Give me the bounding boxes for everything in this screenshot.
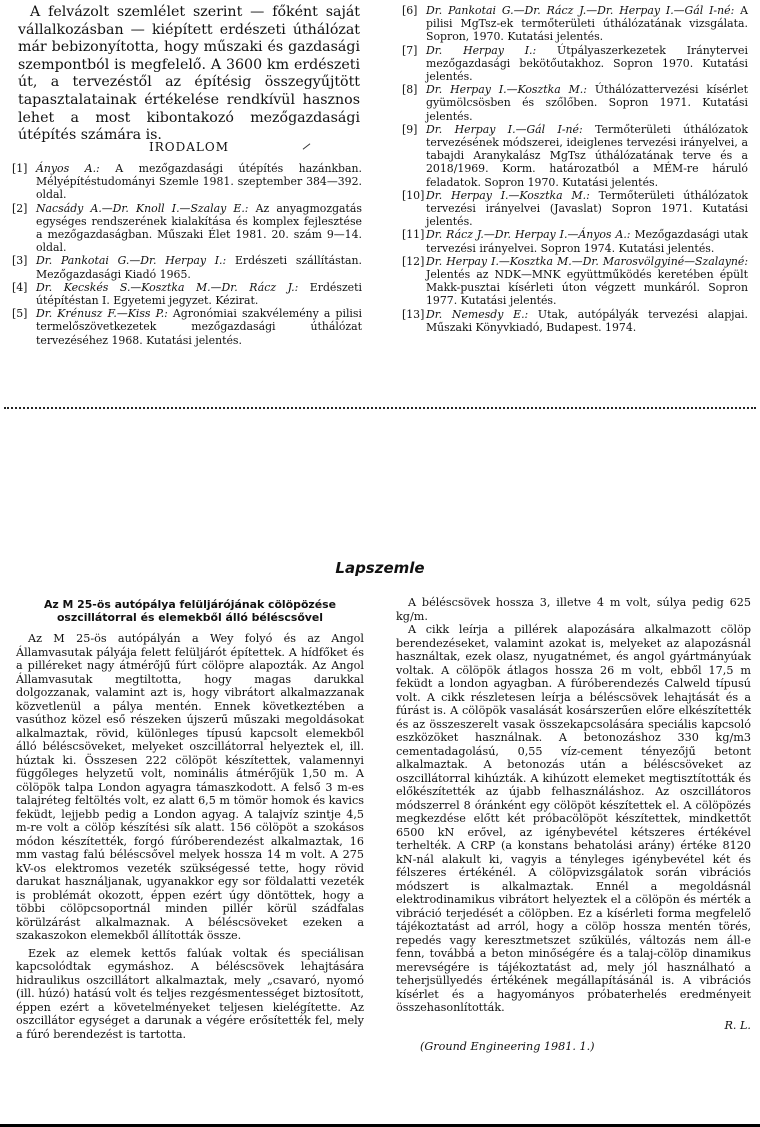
reference-item: [402, 255, 748, 308]
reference-text: Erdészeti szállítástan. Mezőgazdasági Kiadó 1965.: [36, 254, 362, 281]
reference-authors: Ányos A.:: [36, 162, 100, 175]
reference-number: [8]: [402, 83, 418, 97]
reference-text: A mezőgazdasági útépítés hazánkban. Mélyépítéstudományi Szemle 1981. szeptember 384—392. oldal.: [36, 162, 362, 202]
reference-body: [36, 254, 362, 280]
reference-number: [3]: [12, 254, 28, 268]
references-heading: IRODALOM: [149, 140, 229, 154]
reference-text: Mezőgazdasági utak tervezési irányelvei. Sopron 1974. Kutatási jelentés.: [426, 228, 748, 255]
article-paragraph: A béléscsövek hossza 3, illetve 4 m volt, súlya pedig 625 kg/m.: [396, 596, 751, 623]
reference-body: [36, 202, 362, 255]
reference-body: [426, 255, 748, 308]
reference-body: [426, 228, 748, 254]
reference-body: [426, 123, 748, 189]
reference-text: Jelentés az NDK—MNK együttműködés keretében épült Makk-pusztai kísérleti úton végzett munkáról. Sopron 1977. Kutatási jelentés.: [426, 268, 748, 308]
article-paragraph: A cikk leírja a pillérek alapozására alkalmazott cölöp berendezéseket, valamint azokat is, melyeket az alapozásnál használtak, ezek olasz, nyugatnémet, és angol gyártmányúak voltak. A cölöpök átlagos hossza 26 m volt, ebből 17,5 m feküdt a london agyagban. A fúróberendezés Calweld típusú volt. A cikk részletesen leírja a béléscsövek lehajtását és a fúrást is. A cölöpök vasalását kosárszerűen előre elkészítették és az összeszerelt vasak összekapcsolására speciális kapcsoló eszközöket használnak. A betonozáshoz 330 kg/m3 cementadagolású, 0,55 víz-cement tényezőjű betont alkalmaztak. A betonozás után a béléscsöveket az oszcillátorral kihúzták. A kihúzott elemeket megtisztították és előkészítették az újabb felhasználáshoz. Az oszcillátoros módszerrel 8 óránként egy cölöpöt készítettek el. A cölöpözés megkezdése előtt két próbacölöpöt készítettek, mindkettőt 6500 kN erővel, az igénybevétel kétszeres értékével terhelték. A CRP (a konstans behatolási arány) értéke 8120 kN-nál alakult ki, vagyis a tényleges igénybevétel két és félszeres értékénél. A cölöpvizsgálatok során vibrációs módszert is alkalmaztak. Ennél a megoldásnál elektrodinamikus vibrátort helyeztek el a cölöpön és mérték a vibráció terjedését a cölöpben. Ez a kísérleti forma megfelelő tájékoztatást ad arról, hogy a cölöp hossza mentén törés, repedés vagy keresztmetszet szűkülés, változás nem áll-e fenn, továbbá a beton minőségére és a talaj-cölöp dinamikus merevségére is tájékoztatást ad, mely jól használható a teherjsüllyedés értékének megállapításánál is. A vibrációs kísérlet és a hagyományos próbaterhelés eredményeit összehasonlították.: [396, 623, 751, 1014]
reference-text: Úthálózattervezési kísérlet gyümölcsösben és szőlőben. Sopron 1971. Kutatási jelentés.: [426, 83, 748, 123]
reference-number: [12]: [402, 254, 425, 268]
reference-body: [426, 308, 748, 334]
reference-number: [7]: [402, 43, 418, 57]
article-paragraph: Az M 25-ös autópályán a Wey folyó és az Angol Államvasutak pályája felett felüljárót építettek. A hídfőket és a pilléreket nagy átmérőjű fúrt cölöpre alapozták. Az Angol Államvasutak megtiltotta, hogy magas darukkal dolgozzanak, valamint azt is, hogy vibrátort alkalmazzanak közvetlenül a pálya mentén. Ennek következtében a vasúthoz közel eső részeken újszerű műszaki megoldásokat alkalmaztak, rövid, különleges típusú kapcsolt elemekből álló béléscsöveket, melyeket oszcillátorral helyeztek el, ill. húztak ki. Összesen 222 cölöpöt készítettek, valamennyi függőleges helyzetű volt, nominális átmérőjük 1,50 m. A cölöpök talpa London agyagra támaszkodott. A felső 3 m-es talajréteg feltöltés volt, ez alatt 6,5 m tömör homok és kavics feküdt, lejjebb pedig a London agyag. A talajvíz szintje 4,5 m-re volt a cölöp készítési sík alatt. 156 cölöpöt a szokásos módon készítették, forgó fúróberendezést alkalmaztak, 16 mm vastag falú béléscsővel melyek hossza 14 m volt. A 275 kV-os elektromos vezeték szükségessé tette, hogy rövid darukat használjanak, ugyanakkor egy sor földalatti vezeték is problémát okozott, éppen ezért úgy döntöttek, hogy a többi cölöpcsoportnál minden pillér körül szádfalas körülzárást alkalmaznak. A béléscsöveket ezeken a szakaszokon elemekből állították össze.: [16, 632, 364, 942]
reference-body: [426, 189, 748, 229]
reference-authors: Dr. Pankotai G.—Dr. Herpay I.:: [36, 254, 227, 268]
reference-authors: Dr. Krénusz F.—Kiss P.:: [36, 307, 168, 321]
reference-number: [4]: [12, 280, 28, 294]
reference-text: A pilisi MgTsz-ek termőterületi úthálózatának vizsgálata. Sopron, 1970. Kutatási jelentés.: [426, 4, 749, 44]
reference-item: [402, 228, 748, 254]
reference-item: [402, 4, 748, 44]
reference-authors: Dr. Kecskés S.—Kosztka M.—Dr. Rácz J.:: [36, 280, 299, 294]
reference-text: Utak, autópályák tervezési alapjai. Műszaki Könyvkiadó, Budapest. 1974.: [426, 307, 748, 334]
reference-body: [36, 162, 362, 202]
section-divider: [4, 407, 756, 409]
reference-number: [5]: [12, 307, 28, 321]
reference-number: [1]: [12, 162, 28, 175]
reference-body: [36, 281, 362, 307]
reference-body: [36, 307, 362, 347]
reference-item: [12, 162, 362, 202]
reference-authors: Dr. Pankotai G.—Dr. Rácz J.—Dr. Herpay I.—Gál I-né:: [426, 4, 735, 17]
reference-number: [2]: [12, 201, 28, 215]
reference-body: [426, 44, 748, 84]
reference-authors: Dr. Herpay I.:: [426, 43, 537, 57]
intro-paragraph: A felvázolt szemlélet szerint — főként saját vállalkozásban — kiépített erdészeti úthálózat már bebizonyította, hogy műszaki és gazdasági szempontból is megfelelő. A 3600 km erdészeti út, a tervezéstől az építésig összegyűjtött tapasztalatainak értékelése rendkívül hasznos lehet a most kibontakozó mezőgazdasági útépítés számára is.: [18, 4, 360, 144]
article-paragraph: Ezek az elemek kettős falúak voltak és speciálisan kapcsolódtak egymáshoz. A béléscsövek lehajtására hidraulikus oszcillátort alkalmaztak, mely „csavaró, nyomó (ill. húzó) hatású volt és teljes rezgésmentességet biztosított, éppen ezért a követelményeket teljesen kielégítette. Az oszcillátor egységet a darunak a végére erősítették fel, mely a fúró berendezést is tartotta.: [16, 946, 364, 1041]
article-source: (Ground Engineering 1981. 1.): [420, 1040, 595, 1053]
reference-item: [402, 123, 748, 189]
reference-item: [12, 307, 362, 347]
reference-item: [402, 189, 748, 229]
reference-item: [402, 83, 748, 123]
section-title: Lapszemle: [335, 559, 425, 577]
references-right-column: [402, 4, 748, 334]
reference-item: [12, 254, 362, 280]
reference-number: [9]: [402, 122, 418, 136]
reference-item: [402, 44, 748, 84]
reference-number: [13]: [402, 307, 425, 321]
reference-body: [426, 83, 748, 123]
reference-number: [10]: [402, 188, 425, 202]
reference-text: Termőterületi úthálózatok tervezési irányelvei (Javaslat) Sopron 1971. Kutatási jelentés.: [426, 188, 748, 229]
reference-number: [6]: [402, 4, 418, 17]
reference-text: Agronómiai szakvélemény a pilisi termelőszövetkezetek mezőgazdasági úthálózat tervezéséhez 1968. Kutatási jelentés.: [36, 307, 362, 347]
reference-item: [402, 308, 748, 334]
reference-authors: Dr. Rácz J.—Dr. Herpay I.—Ányos A.:: [426, 228, 631, 242]
references-left-column: [12, 162, 362, 347]
reference-text: Útpályaszerkezetek Iránytervei mezőgazdasági bekötőutakhoz. Sopron 1970. Kutatási jelentés.: [426, 43, 748, 84]
reference-text: Erdészeti útépítéstan I. Egyetemi jegyzet. Kézirat.: [36, 280, 362, 308]
reference-authors: Dr. Herpay I.—Kosztka M.—Dr. Marosvölgyiné—Szalayné:: [426, 254, 748, 268]
reference-authors: Dr. Herpay I.—Gál I-né:: [426, 122, 583, 136]
reference-text: Az anyagmozgatás egységes rendszerének kialakítása és komplex fejlesztése a mezőgazdaságban. Műszaki Élet 1981. 20. szám 9—14. oldal.: [36, 201, 362, 255]
reference-number: [11]: [402, 228, 425, 242]
article-left-column: [16, 598, 364, 1041]
reference-body: [426, 4, 748, 44]
intro-column: [18, 4, 360, 145]
reference-authors: Nacsády A.—Dr. Knoll I.—Szalay E.:: [36, 201, 249, 215]
reference-text: Termőterületi úthálózatok tervezésének módszerei, ideiglenes tervezési irányelvei, a tabajdi Aranykalász MgTsz úthálózatának terve és a 2018/1969. Korm. határozatból a MÉM-re háruló feladatok. Sopron 1970. Kutatási jelentés.: [426, 122, 748, 189]
reference-item: [12, 281, 362, 307]
article-title: Az M 25-ös autópálya felüljárójának cölöpözése oszcillátorral és elemekből álló béléscsővel: [43, 598, 337, 624]
reference-authors: Dr. Herpay I.—Kosztka M.:: [426, 83, 587, 97]
reference-item: [12, 202, 362, 255]
reference-authors: Dr. Herpay I.—Kosztka M.:: [426, 188, 590, 202]
article-right-column: [396, 596, 751, 1054]
article-signature: R. L.: [724, 1018, 751, 1032]
reference-authors: Dr. Nemesdy E.:: [426, 307, 529, 321]
